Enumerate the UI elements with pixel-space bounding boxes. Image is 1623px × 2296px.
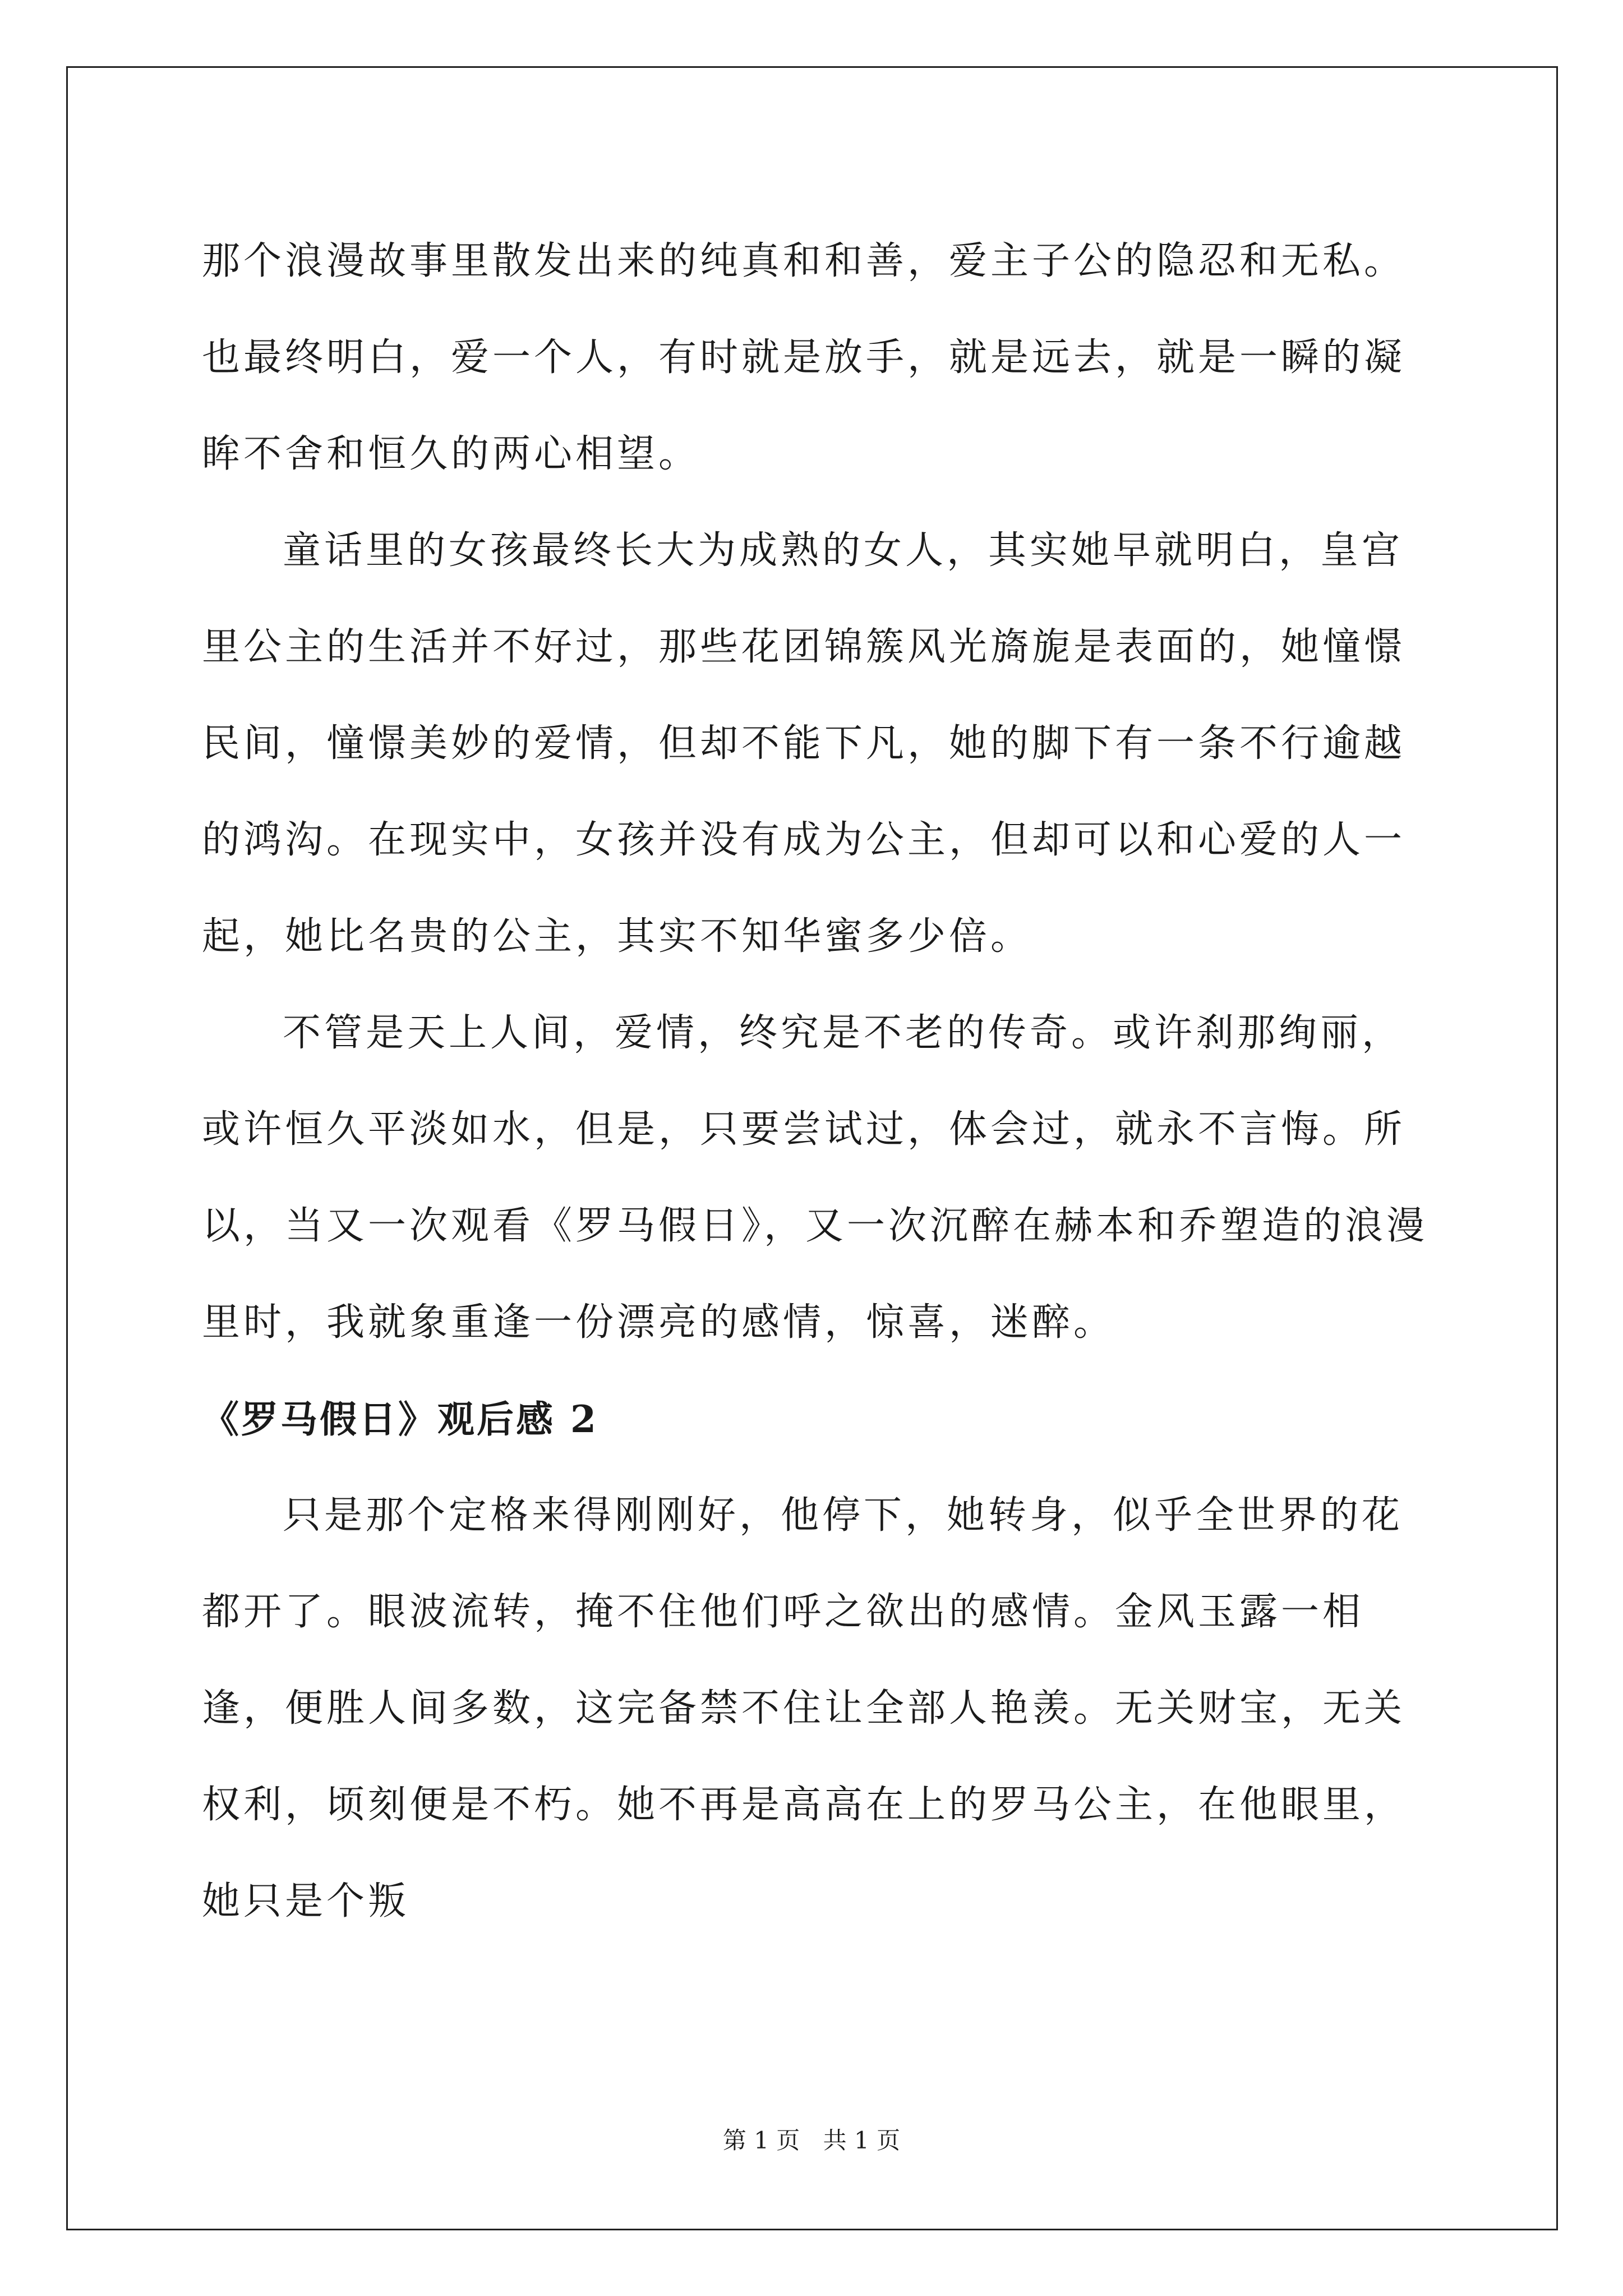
paragraph-1: 那个浪漫故事里散发出来的纯真和和善，爱主子公的隐忍和无私。也最终明白，爱一个人，有时就是放手，就是远去，就是一瞬的凝眸不舍和恒久的两心相望。 (202, 239, 1406, 476)
paragraph-2: 童话里的女孩最终长大为成熟的女人，其实她早就明白，皇宫里公主的生活并不好过，那些花团锦簇风光旖旎是表面的，她憧憬民间，憧憬美妙的爱情，但却不能下凡，她的脚下有一条不行逾越的鸿沟。在现实中，女孩并没有成为公主，但却可以和心爱的人一起，她比名贵的公主，其实不知华蜜多少倍。 (202, 528, 1406, 959)
section-title: 《罗马假日》观后感 2 (202, 1397, 598, 1441)
paragraph-3: 不管是天上人间，爱情，终究是不老的传奇。或许刹那绚丽，或许恒久平淡如水，但是，只要尝试过，体会过，就永不言悔。所以，当又一次观看《罗马假日》，又一次沉醉在赫本和乔塑造的浪漫里时，我就象重逢一份漂亮的感情，惊喜，迷醉。 (202, 1011, 1428, 1345)
document-body (202, 213, 1436, 1950)
page-footer (0, 2124, 1623, 2157)
section-paragraph: 只是那个定格来得刚刚好，他停下，她转身，似乎全世界的花都开了。眼波流转，掩不住他们呼之欲出的感情。金风玉露一相逢，便胜人间多数，这完备禁不住让全部人艳羡。无关财宝，无关权利，顷刻便是不朽。她不再是高高在上的罗马公主，在他眼里，她只是个叛 (202, 1493, 1406, 1924)
page-total: 共 1 页 (823, 2127, 901, 2154)
page-number: 第 1 页 (722, 2127, 800, 2154)
